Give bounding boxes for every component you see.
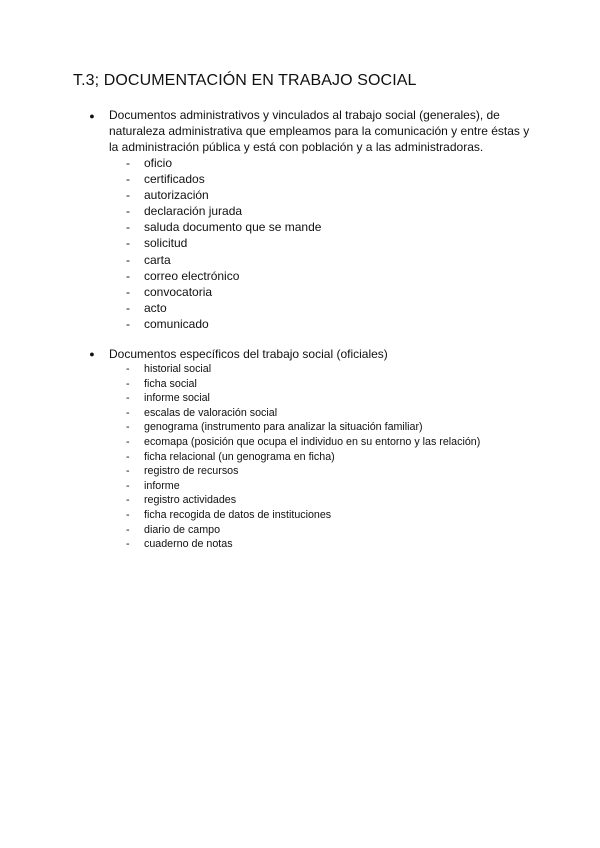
dash-marker: - bbox=[126, 465, 130, 478]
list-item bbox=[88, 187, 538, 203]
list-item bbox=[88, 435, 538, 450]
list-item-text: cuaderno de notas bbox=[144, 538, 233, 551]
list-item bbox=[88, 523, 538, 538]
list-item bbox=[88, 203, 538, 219]
list-item bbox=[88, 300, 538, 316]
list-item-text: solicitud bbox=[144, 236, 188, 251]
dash-marker: - bbox=[126, 156, 130, 170]
list-item bbox=[88, 316, 538, 332]
section-paragraph: Documentos administrativos y vinculados al trabajo social (generales), de naturaleza administrativa que empleamos para la comunicación y entre éstas y la administración pública y está con población y a las administradoras. bbox=[109, 108, 530, 154]
sub-list bbox=[88, 362, 538, 552]
list-item bbox=[88, 406, 538, 421]
dash-marker: - bbox=[126, 377, 130, 390]
list-item bbox=[88, 362, 538, 377]
dash-marker: - bbox=[126, 450, 130, 463]
dash-marker: - bbox=[126, 508, 130, 521]
list-item-text: registro actividades bbox=[144, 494, 237, 507]
dash-marker: - bbox=[126, 523, 130, 536]
dash-marker: - bbox=[126, 188, 130, 203]
dash-marker: - bbox=[126, 268, 130, 283]
dash-marker: - bbox=[126, 316, 130, 331]
section-general-documents bbox=[88, 107, 538, 332]
list-item bbox=[88, 377, 538, 392]
list-item-text: acto bbox=[144, 300, 167, 315]
list-item bbox=[88, 235, 538, 251]
list-item bbox=[88, 508, 538, 523]
list-item-text: informe bbox=[144, 479, 180, 492]
list-item-text: registro de recursos bbox=[144, 465, 239, 478]
list-item bbox=[88, 252, 538, 268]
list-item-text: historial social bbox=[144, 363, 212, 375]
dash-marker: - bbox=[126, 406, 130, 419]
dash-marker: - bbox=[126, 172, 130, 187]
list-item-text: carta bbox=[144, 252, 171, 267]
dash-marker: - bbox=[126, 479, 130, 492]
page-title: T.3; DOCUMENTACIÓN EN TRABAJO SOCIAL bbox=[73, 72, 417, 89]
dash-marker: - bbox=[126, 494, 130, 507]
list-item-text: ecomapa (posición que ocupa el individuo en su entorno y las relación) bbox=[144, 435, 481, 448]
dash-marker: - bbox=[126, 538, 130, 551]
dash-marker: - bbox=[126, 204, 130, 219]
list-item-text: saluda documento que se mande bbox=[144, 220, 322, 235]
list-item bbox=[88, 155, 538, 171]
dash-marker: - bbox=[126, 421, 130, 434]
list-item-text: ficha recogida de datos de instituciones bbox=[144, 508, 332, 521]
bullet-icon: ● bbox=[89, 111, 95, 121]
list-item bbox=[88, 171, 538, 187]
list-item bbox=[88, 479, 538, 494]
section-specific-documents bbox=[88, 346, 538, 552]
dash-marker: - bbox=[126, 252, 130, 267]
list-item-text: informe social bbox=[144, 392, 210, 405]
list-item-text: diario de campo bbox=[144, 523, 221, 536]
list-item bbox=[88, 537, 538, 552]
list-item-text: ficha relacional (un genograma en ficha) bbox=[144, 450, 335, 463]
dash-marker: - bbox=[126, 392, 130, 405]
list-item-text: oficio bbox=[144, 156, 173, 170]
list-item-text: correo electrónico bbox=[144, 268, 240, 283]
list-item-text: autorización bbox=[144, 188, 209, 203]
dash-marker: - bbox=[126, 435, 130, 448]
sub-list bbox=[88, 155, 538, 332]
bullet-icon: ● bbox=[89, 349, 95, 359]
list-item bbox=[88, 219, 538, 235]
list-item-text: ficha social bbox=[144, 377, 197, 390]
list-item-text: escalas de valoración social bbox=[144, 406, 278, 419]
dash-marker: - bbox=[126, 220, 130, 235]
list-item bbox=[88, 493, 538, 508]
list-item bbox=[88, 450, 538, 465]
dash-marker: - bbox=[126, 284, 130, 299]
list-item-text: comunicado bbox=[144, 316, 209, 331]
list-item-text: declaración jurada bbox=[144, 204, 243, 219]
list-item bbox=[88, 391, 538, 406]
list-item-text: convocatoria bbox=[144, 284, 213, 299]
section-paragraph: Documentos específicos del trabajo social (oficiales) bbox=[109, 347, 388, 361]
list-item bbox=[88, 464, 538, 479]
list-item bbox=[88, 284, 538, 300]
dash-marker: - bbox=[126, 236, 130, 251]
list-item-text: certificados bbox=[144, 172, 205, 187]
dash-marker: - bbox=[126, 300, 130, 315]
dash-marker: - bbox=[126, 363, 130, 375]
list-item bbox=[88, 268, 538, 284]
list-item bbox=[88, 420, 538, 435]
list-item-text: genograma (instrumento para analizar la situación familiar) bbox=[144, 421, 423, 434]
